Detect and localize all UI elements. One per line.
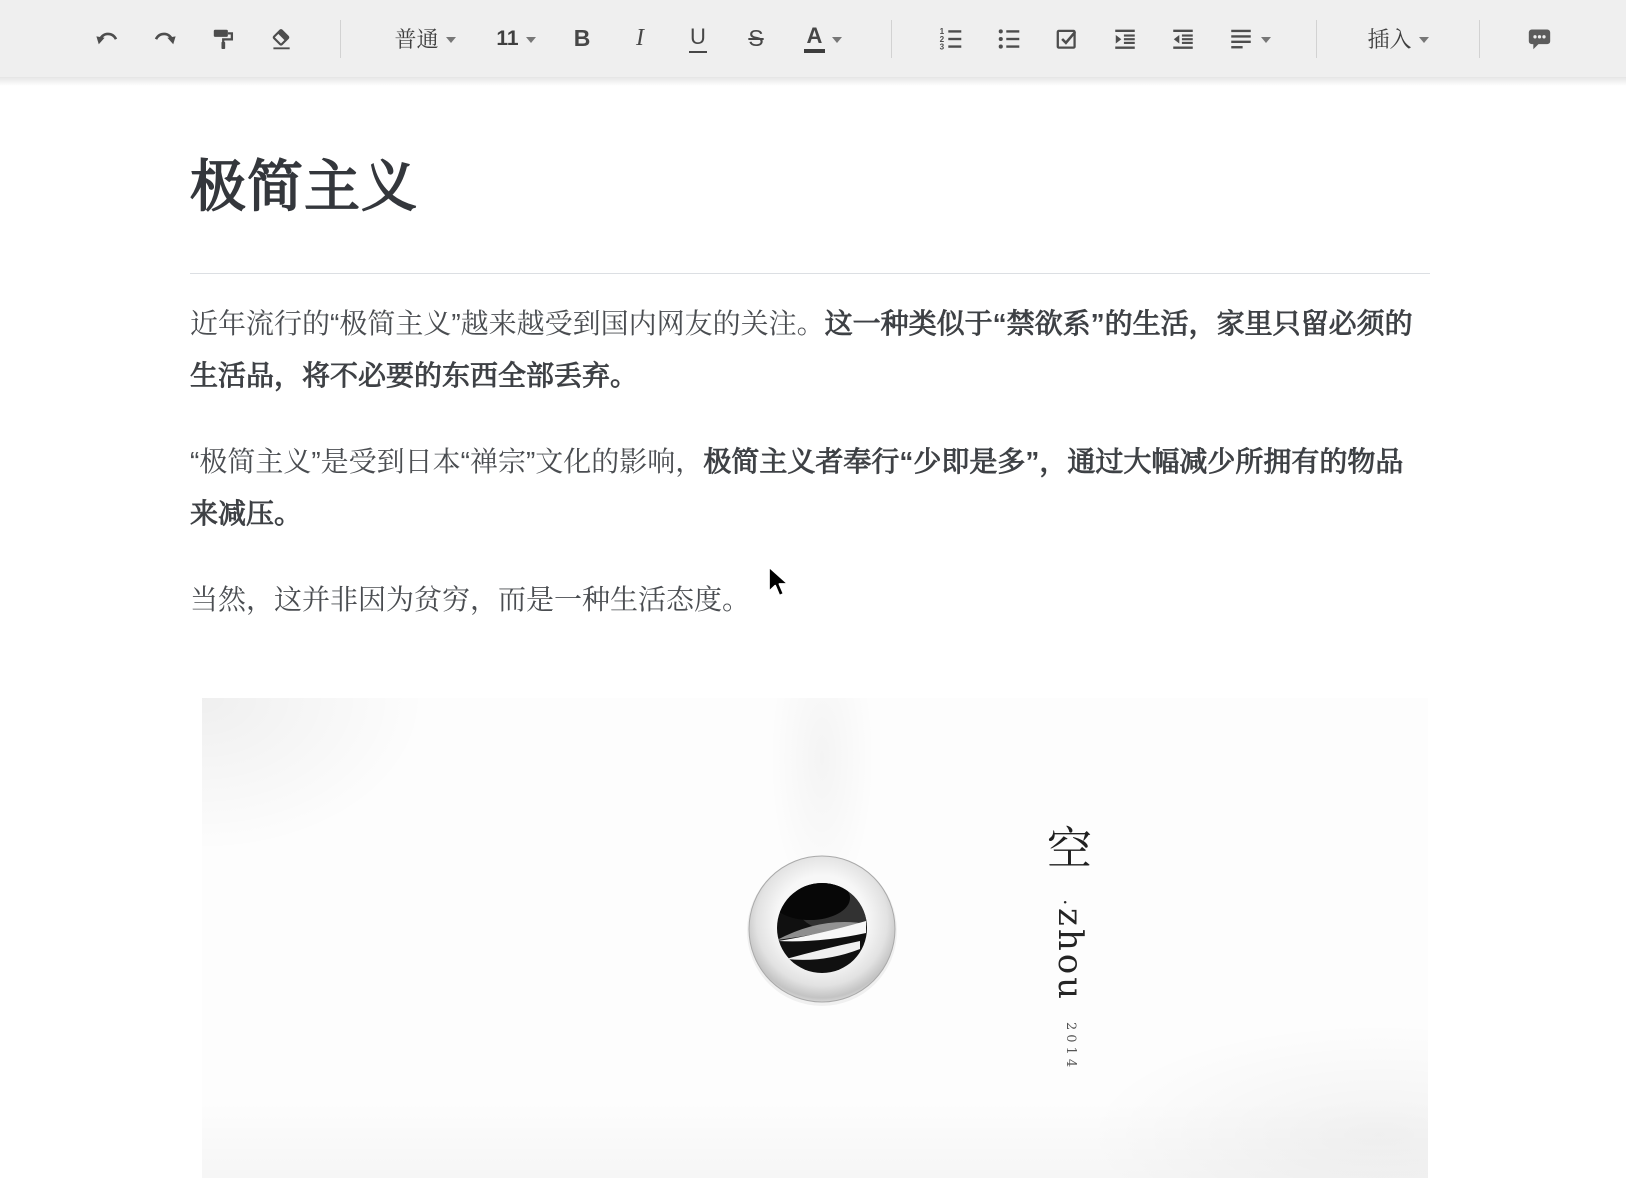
indent-decrease-icon — [1170, 26, 1196, 52]
strikethrough-button[interactable] — [735, 15, 777, 63]
toolbar-divider — [340, 20, 341, 58]
align-left-icon — [1228, 26, 1254, 52]
svg-text:2: 2 — [939, 34, 945, 44]
text-color-icon: A — [804, 25, 825, 53]
title-divider — [190, 273, 1430, 274]
chevron-down-icon — [1261, 37, 1271, 43]
photo-caption-kanji: 空 — [1047, 822, 1093, 875]
paragraph-1-bold-text: 这一种类似于“禁欲系”的生活，家里只留必须的生活品，将不必要的东西全部丢弃。 — [190, 308, 1413, 391]
font-size-value: 11 — [496, 26, 519, 50]
numbered-list-button[interactable] — [930, 15, 972, 63]
numbered-list-icon — [938, 26, 964, 52]
format-painter-button[interactable] — [202, 15, 244, 63]
comment-button[interactable] — [1518, 15, 1560, 63]
clear-format-button[interactable] — [260, 15, 302, 63]
undo-button[interactable] — [86, 15, 128, 63]
toolbar — [0, 0, 1626, 77]
indent-increase-button[interactable] — [1104, 15, 1146, 63]
font-size-dropdown[interactable] — [487, 15, 545, 63]
bulleted-list-icon — [996, 26, 1022, 52]
chevron-down-icon — [1419, 37, 1429, 43]
checklist-icon — [1054, 26, 1080, 52]
indent-increase-icon — [1112, 26, 1138, 52]
toolbar-divider — [891, 20, 892, 58]
bulleted-list-button[interactable] — [988, 15, 1030, 63]
redo-button[interactable] — [144, 15, 186, 63]
svg-text:1: 1 — [939, 26, 945, 36]
paragraph-1[interactable] — [190, 298, 1430, 402]
text-color-dropdown[interactable] — [793, 15, 853, 63]
toolbar-divider — [1316, 20, 1317, 58]
chevron-down-icon — [832, 37, 842, 43]
paragraph-1-normal-text: 近年流行的“极简主义”越来越受到国内网友的关注。 — [190, 308, 825, 339]
alignment-dropdown[interactable] — [1220, 15, 1278, 63]
mouse-pointer-icon — [767, 566, 793, 605]
toolbar-divider — [1479, 20, 1480, 58]
strikethrough-icon: S — [748, 25, 764, 51]
underline-icon: U — [689, 24, 707, 53]
inline-image-sink-drain[interactable] — [202, 698, 1428, 1178]
drain-graphic — [742, 850, 902, 1015]
italic-button[interactable] — [619, 15, 661, 63]
paint-roller-icon — [210, 26, 236, 52]
photo-caption-year: 2014 — [1063, 1022, 1078, 1072]
document-canvas[interactable] — [190, 77, 1430, 1178]
paragraph-2-normal-text: “极简主义”是受到日本“禅宗”文化的影响， — [190, 446, 704, 477]
paragraph-style-value: 普通 — [394, 27, 439, 52]
bold-icon: B — [573, 25, 591, 51]
svg-text:3: 3 — [939, 41, 945, 51]
insert-dropdown[interactable] — [1355, 15, 1441, 63]
photo-caption-name: zhou — [1050, 908, 1090, 1003]
paragraph-2-bold-text: 极简主义者奉行“少即是多”，通过大幅减少所拥有的物品来减压。 — [190, 446, 1404, 529]
insert-label: 插入 — [1367, 27, 1412, 52]
chevron-down-icon — [446, 37, 456, 43]
italic-icon: I — [636, 25, 644, 51]
chevron-down-icon — [526, 37, 536, 43]
undo-icon — [94, 26, 120, 52]
paragraph-3-normal-text: 当然，这并非因为贫穷，而是一种生活态度。 — [190, 584, 751, 615]
paragraph-2[interactable] — [190, 436, 1430, 540]
comment-icon — [1526, 25, 1553, 52]
checklist-button[interactable] — [1046, 15, 1088, 63]
document-title[interactable]: 极简主义 — [190, 155, 418, 218]
underline-button[interactable] — [677, 15, 719, 63]
bold-button[interactable] — [561, 15, 603, 63]
eraser-icon — [268, 26, 294, 52]
paragraph-3[interactable] — [190, 574, 1430, 626]
indent-decrease-button[interactable] — [1162, 15, 1204, 63]
paragraph-style-dropdown[interactable] — [379, 15, 471, 63]
redo-icon — [152, 26, 178, 52]
photo-caption-separator: · — [1062, 890, 1069, 914]
